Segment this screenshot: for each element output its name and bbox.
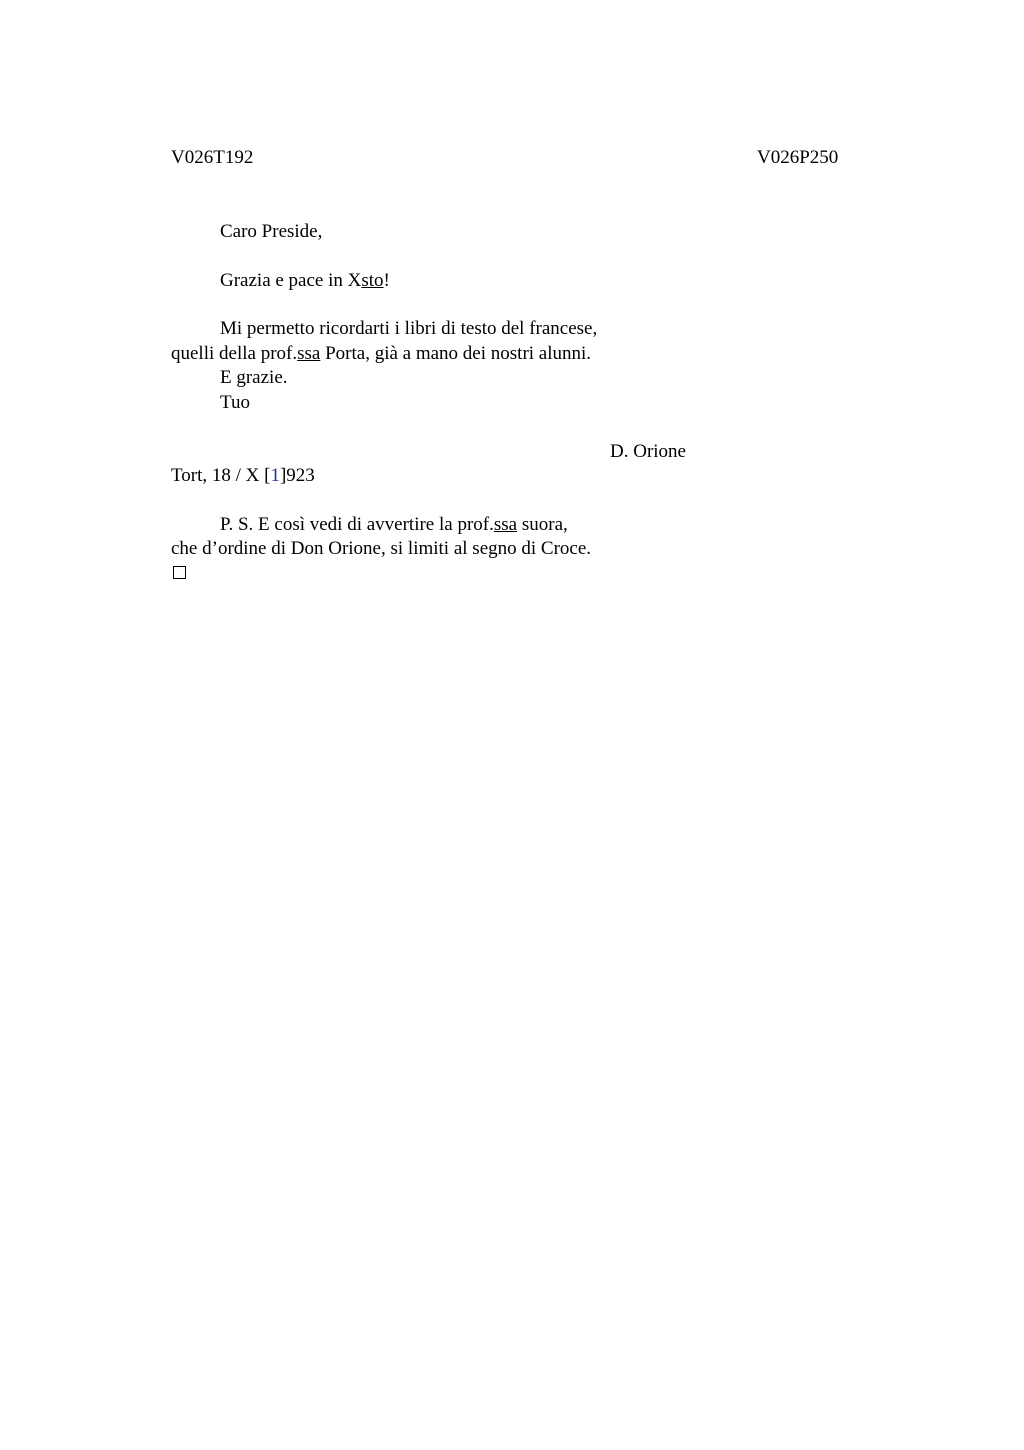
body-line-2-start: quelli della prof. — [171, 343, 298, 364]
date-place: Tort, 18 / X [ — [171, 465, 271, 486]
greeting-text: Grazia e pace in X — [220, 270, 362, 291]
date-year-end: ]923 — [279, 465, 315, 486]
document-code-left: V026T192 — [171, 147, 254, 168]
greeting — [220, 269, 390, 293]
postscript-line-2: che d’ordine di Don Orione, si limiti al segno di Croce. — [171, 538, 592, 559]
end-mark-box-icon — [173, 566, 186, 579]
body-line-2-abbreviation: ssa — [297, 343, 321, 364]
body-line-2-end: Porta, già a mano dei nostri alunni. — [320, 343, 592, 364]
greeting-punctuation: ! — [383, 270, 390, 291]
greeting-abbreviation: sto — [361, 270, 384, 291]
salutation: Caro Preside, — [220, 221, 323, 242]
postscript-abbreviation: ssa — [493, 514, 518, 535]
postscript-start: P. S. E così vedi di avvertire la prof. — [220, 514, 494, 535]
signature: D. Orione — [610, 441, 686, 462]
closing: Tuo — [220, 392, 250, 413]
postscript-end: suora, — [517, 514, 568, 535]
document-code-right: V026P250 — [757, 147, 839, 168]
thanks: E grazie. — [220, 367, 288, 388]
body-line-2 — [171, 342, 591, 366]
body-line-1: Mi permetto ricordarti i libri di testo del francese, — [220, 318, 598, 339]
date-line — [171, 464, 315, 488]
postscript-line-1 — [220, 513, 568, 537]
date-bracket-digit: 1 — [270, 465, 280, 486]
